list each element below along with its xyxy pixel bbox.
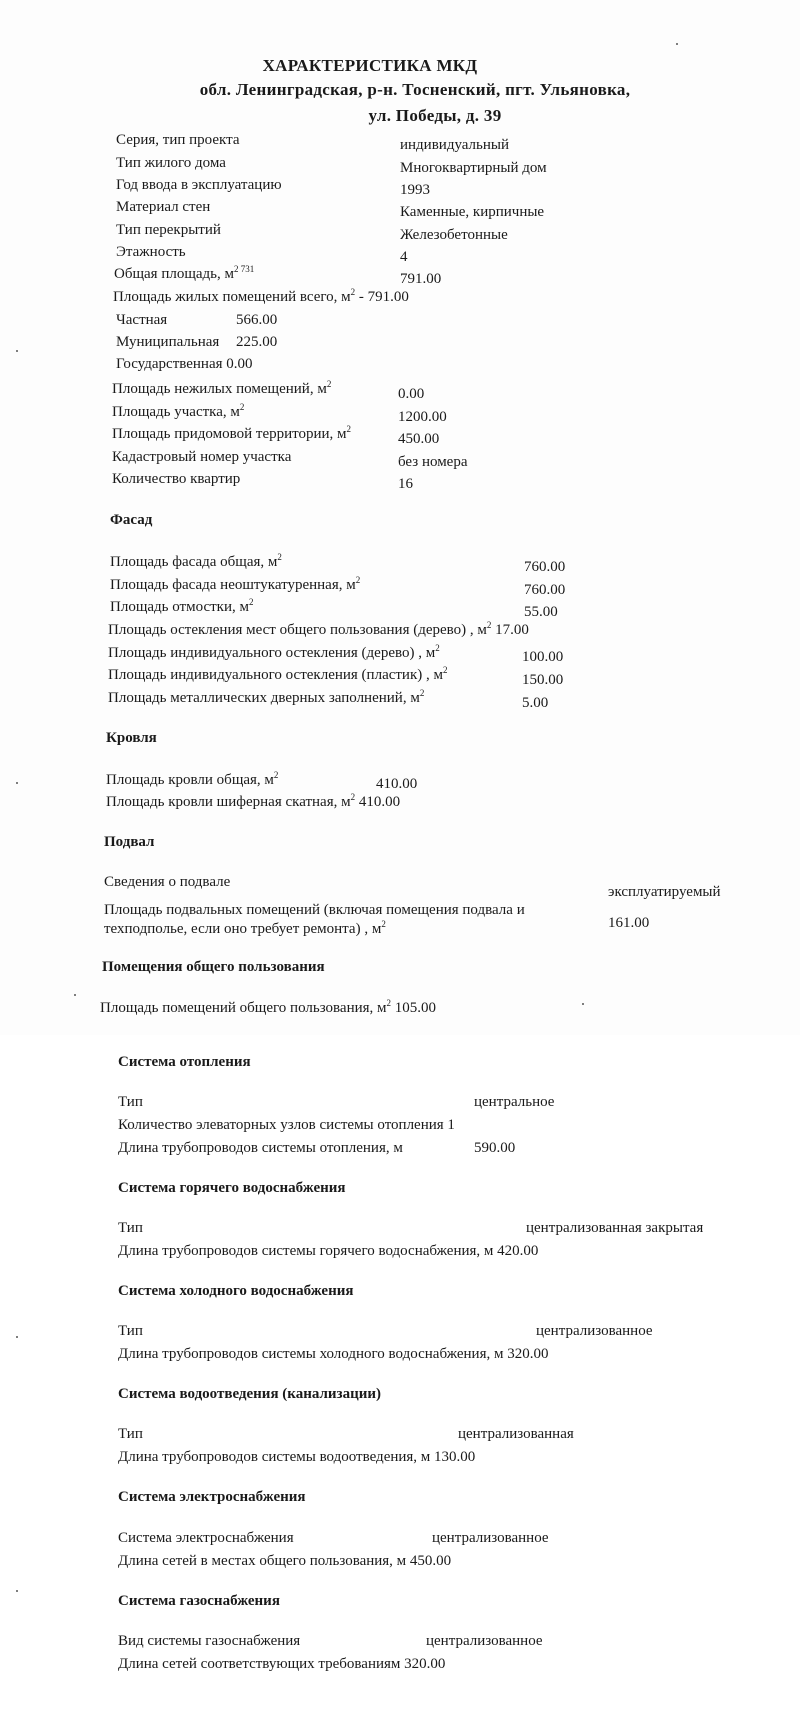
glazing-wood-value: 100.00 <box>522 649 564 665</box>
private-value: 566.00 <box>236 312 278 328</box>
hot-water-type-label: Тип <box>118 1220 143 1236</box>
facade-unplastered-value: 760.00 <box>524 582 566 598</box>
scan-speck <box>16 782 18 784</box>
roof-total-label: Площадь кровли общая, $м^2$ <box>106 770 279 788</box>
cadastral-label: Кадастровый номер участка <box>112 449 292 465</box>
plot-label: Площадь участка, $м^2$ <box>112 402 245 420</box>
basement-area-label-2: техподполье, если оно требует ремонта) , $м^2$ <box>104 919 386 937</box>
plot-value: 1200.00 <box>398 409 447 425</box>
hot-water-heading: Система горячего водоснабжения <box>118 1180 346 1196</box>
glazing-plastic-value: 150.00 <box>522 672 564 688</box>
floors-type-label: Тип перекрытий <box>116 222 221 238</box>
electric-heading: Система электроснабжения <box>118 1489 306 1505</box>
cold-water-pipes-row: Длина трубопроводов системы холодного водоснабжения, м 320.00 <box>118 1346 549 1362</box>
storeys-label: Этажность <box>116 244 186 260</box>
heating-nodes-row: Количество элеваторных узлов системы отопления 1 <box>118 1117 455 1133</box>
floors-type-value: Железобетонные <box>400 227 508 243</box>
gas-type-value: централизованное <box>426 1633 543 1649</box>
facade-total-label: Площадь фасада общая, $м^2$ <box>110 552 282 570</box>
cadastral-value: без номера <box>398 454 468 470</box>
year-label: Год ввода в эксплуатацию <box>116 177 282 193</box>
scan-speck <box>16 1336 18 1338</box>
roof-total-value: 410.00 <box>376 776 418 792</box>
scan-speck <box>16 350 18 352</box>
cold-water-heading: Система холодного водоснабжения <box>118 1283 354 1299</box>
facade-heading: Фасад <box>110 512 153 528</box>
basement-info-label: Сведения о подвале <box>104 874 231 890</box>
hot-water-pipes-row: Длина трубопроводов системы горячего водоснабжения, м 420.00 <box>118 1243 539 1259</box>
basement-info-value: эксплуатируемый <box>608 884 721 900</box>
facade-total-value: 760.00 <box>524 559 566 575</box>
year-value: 1993 <box>400 182 430 198</box>
wall-material-label: Материал стен <box>116 199 211 215</box>
cold-water-type-label: Тип <box>118 1323 143 1339</box>
scan-speck <box>74 994 76 996</box>
house-type-value: Многоквартирный дом <box>400 160 547 176</box>
heating-type-label: Тип <box>118 1094 143 1110</box>
hot-water-type-value: централизованная закрытая <box>526 1220 704 1236</box>
sewerage-type-label: Тип <box>118 1426 143 1442</box>
series-label: Серия, тип проекта <box>116 132 240 148</box>
street-line: ул. Победы, д. 39 <box>368 106 502 125</box>
total-area-value: 791.00 <box>400 271 442 287</box>
heating-heading: Система отопления <box>118 1054 251 1070</box>
wall-material-value: Каменные, кирпичные <box>400 204 545 220</box>
common-areas-row: Площадь помещений общего пользования, $м^2$ 105.00 <box>100 998 437 1016</box>
glazing-wood-label: Площадь индивидуального остекления (дерево) , $м^2$ <box>108 643 440 661</box>
gas-heading: Система газоснабжения <box>118 1593 280 1609</box>
roof-slate-row: Площадь кровли шиферная скатная, $м^2$ 410.00 <box>106 792 401 810</box>
basement-area-value: 161.00 <box>608 915 650 931</box>
adjacent-label: Площадь придомовой территории, $м^2$ <box>112 424 352 442</box>
blind-area-value: 55.00 <box>524 604 558 620</box>
electric-type-label: Система электроснабжения <box>118 1530 294 1546</box>
common-areas-heading: Помещения общего пользования <box>102 959 325 975</box>
municipal-label: Муниципальная <box>116 334 220 350</box>
electric-type-value: централизованное <box>432 1530 549 1546</box>
scan-speck <box>16 1590 18 1592</box>
heating-pipes-label: Длина трубопроводов системы отопления, м <box>118 1140 403 1156</box>
storeys-value: 4 <box>400 249 408 265</box>
nonliving-label: Площадь нежилых помещений, $м^2$ <box>112 379 332 397</box>
scan-speck <box>676 43 678 45</box>
cold-water-type-value: централизованное <box>536 1323 653 1339</box>
sewerage-type-value: централизованная <box>458 1426 574 1442</box>
sewerage-heading: Система водоотведения (канализации) <box>118 1386 381 1402</box>
nonliving-value: 0.00 <box>398 386 425 402</box>
document-title: ХАРАКТЕРИСТИКА МКД <box>262 56 478 75</box>
metal-doors-value: 5.00 <box>522 695 549 711</box>
municipal-value: 225.00 <box>236 334 278 350</box>
heating-pipes-value: 590.00 <box>474 1140 516 1156</box>
total-area-label: Общая площадь, $м^{2 731}$ <box>114 264 255 282</box>
scanned-page-bottom <box>0 1035 800 1720</box>
adjacent-value: 450.00 <box>398 431 440 447</box>
glazing-plastic-label: Площадь индивидуального остекления (пластик) , $м^2$ <box>108 665 448 683</box>
roof-heading: Кровля <box>106 730 157 746</box>
living-area-row: Площадь жилых помещений всего, $м^2 - 791.00$ <box>113 287 409 305</box>
facade-unplastered-label: Площадь фасада неоштукатуренная, $м^2$ <box>110 575 361 593</box>
electric-networks-row: Длина сетей в местах общего пользования, м 450.00 <box>118 1553 452 1569</box>
apartments-label: Количество квартир <box>112 471 241 487</box>
basement-heading: Подвал <box>104 834 155 850</box>
metal-doors-label: Площадь металлических дверных заполнений, $м^2$ <box>108 688 425 706</box>
heating-type-value: центральное <box>474 1094 555 1110</box>
house-type-label: Тип жилого дома <box>116 155 226 171</box>
basement-area-label-1: Площадь подвальных помещений (включая помещения подвала и <box>104 902 525 918</box>
private-label: Частная <box>116 312 168 328</box>
gas-type-label: Вид системы газоснабжения <box>118 1633 301 1649</box>
sewerage-pipes-row: Длина трубопроводов системы водоотведения, м 130.00 <box>118 1449 476 1465</box>
apartments-value: 16 <box>398 476 413 492</box>
state-row: Государственная 0.00 <box>116 356 253 372</box>
scan-speck <box>582 1003 584 1005</box>
address-line: обл. Ленинградская, р-н. Тосненский, пгт. Ульяновка, <box>199 80 631 99</box>
gas-networks-row: Длина сетей соответствующих требованиям 320.00 <box>118 1656 446 1672</box>
blind-area-label: Площадь отмостки, $м^2$ <box>110 597 254 615</box>
glazing-common-row: Площадь остекления мест общего пользования (дерево) , $м^2$ 17.00 <box>108 620 529 638</box>
series-value: индивидуальный <box>400 137 510 153</box>
